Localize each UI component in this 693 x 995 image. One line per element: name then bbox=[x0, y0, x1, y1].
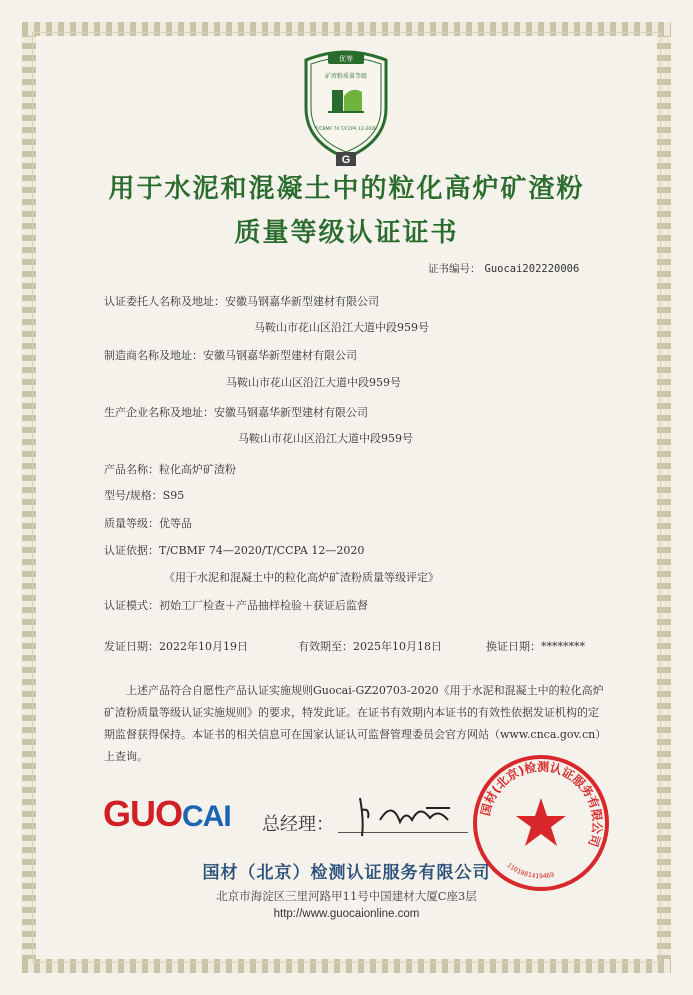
basis-row bbox=[104, 542, 364, 558]
seal-ring-text: 国材(北京)检测认证服务有限公司 bbox=[478, 759, 605, 849]
basis-value: T/CBMF 74—2020/T/CCPA 12—2020 bbox=[159, 544, 365, 557]
issue-date bbox=[104, 638, 248, 654]
renew-label: 换证日期： bbox=[486, 640, 541, 653]
signature-icon bbox=[340, 790, 470, 840]
producer-name: 安徽马钢嘉华新型建材有限公司 bbox=[214, 406, 368, 419]
manufacturer-address: 马鞍山市花山区沿江大道中段959号 bbox=[226, 376, 401, 389]
seal-number: 1101081419469 bbox=[505, 861, 555, 881]
product-value: 粒化高炉矿渣粉 bbox=[159, 463, 236, 476]
guocai-logo bbox=[103, 793, 231, 835]
producer-address: 马鞍山市花山区沿江大道中段959号 bbox=[238, 432, 413, 445]
entrusting-label: 认证委托人名称及地址： bbox=[104, 295, 225, 308]
mode-label: 认证模式： bbox=[104, 599, 159, 612]
model-label: 型号/规格： bbox=[104, 489, 163, 502]
footer-company: 国材（北京）检测认证服务有限公司 bbox=[202, 863, 491, 883]
renew-value: ******** bbox=[541, 640, 585, 653]
g-badge-icon bbox=[336, 152, 356, 166]
declaration-paragraph: 上述产品符合自愿性产品认证实施规则Guocai-GZ20703-2020《用于水泥和混凝土中的粒化高炉矿渣粉质量等级认证实施规则》的要求，特发此证。在证书有效期内本证书的有效性依据发证机构的定期监督获得保持。本证书的相关信息可在国家认证认可监督管理委员会官方网站（www.cnca.gov.cn）上查询。 bbox=[104, 684, 604, 763]
emblem-bottom-text: T/CBMF 74 T/CCPA 12-2020 bbox=[315, 127, 377, 132]
cert-no-value: Guocai202220006 bbox=[484, 263, 580, 275]
valid-value: 2025年10月18日 bbox=[353, 640, 442, 653]
title-line-2: 质量等级认证证书 bbox=[234, 218, 459, 248]
producer-label: 生产企业名称及地址： bbox=[104, 406, 214, 419]
basis-label: 认证依据： bbox=[104, 544, 159, 557]
quality-emblem-icon bbox=[298, 46, 394, 164]
mode-row bbox=[104, 597, 368, 613]
valid-until bbox=[298, 638, 442, 654]
manufacturer-label: 制造商名称及地址： bbox=[104, 349, 203, 362]
certificate-number bbox=[428, 261, 583, 276]
general-manager-label: 总经理： bbox=[262, 814, 334, 835]
entrusting-address: 马鞍山市花山区沿江大道中段959号 bbox=[254, 321, 429, 334]
model-value: S95 bbox=[162, 489, 185, 502]
product-row bbox=[104, 461, 236, 477]
emblem-top-text: 优等 bbox=[339, 55, 353, 63]
logo-part-2: CAI bbox=[182, 800, 231, 833]
logo-part-1: GUO bbox=[103, 793, 183, 834]
mode-value: 初始工厂检查＋产品抽样检验＋获证后监督 bbox=[159, 599, 368, 612]
product-label: 产品名称： bbox=[104, 463, 159, 476]
issue-date-label: 发证日期： bbox=[104, 640, 159, 653]
entrusting-name: 安徽马钢嘉华新型建材有限公司 bbox=[225, 295, 379, 308]
valid-label: 有效期至： bbox=[298, 640, 353, 653]
manufacturer-name: 安徽马钢嘉华新型建材有限公司 bbox=[203, 349, 357, 362]
footer-address: 北京市海淀区三里河路甲11号中国建材大厦C座3层 bbox=[216, 889, 477, 903]
basis-title: 《用于水泥和混凝土中的粒化高炉矿渣粉质量等级评定》 bbox=[164, 571, 439, 584]
issue-date-value: 2022年10月19日 bbox=[159, 640, 248, 653]
title-line-1: 用于水泥和混凝土中的粒化高炉矿渣粉 bbox=[108, 174, 585, 204]
cert-no-label: 证书编号： bbox=[428, 263, 481, 275]
footer-url[interactable]: http://www.guocaionline.com bbox=[273, 908, 420, 920]
emblem-center-text: 矿渣粉质量等级 bbox=[324, 73, 368, 80]
grade-label: 质量等级： bbox=[104, 517, 159, 530]
renewal-date bbox=[486, 638, 585, 654]
entrusting-row bbox=[104, 293, 379, 309]
grade-value: 优等品 bbox=[159, 517, 192, 530]
model-row bbox=[104, 487, 184, 503]
producer-row bbox=[104, 404, 368, 420]
grade-row bbox=[104, 515, 192, 531]
manufacturer-row bbox=[104, 347, 357, 363]
svg-text:G: G bbox=[341, 154, 351, 166]
